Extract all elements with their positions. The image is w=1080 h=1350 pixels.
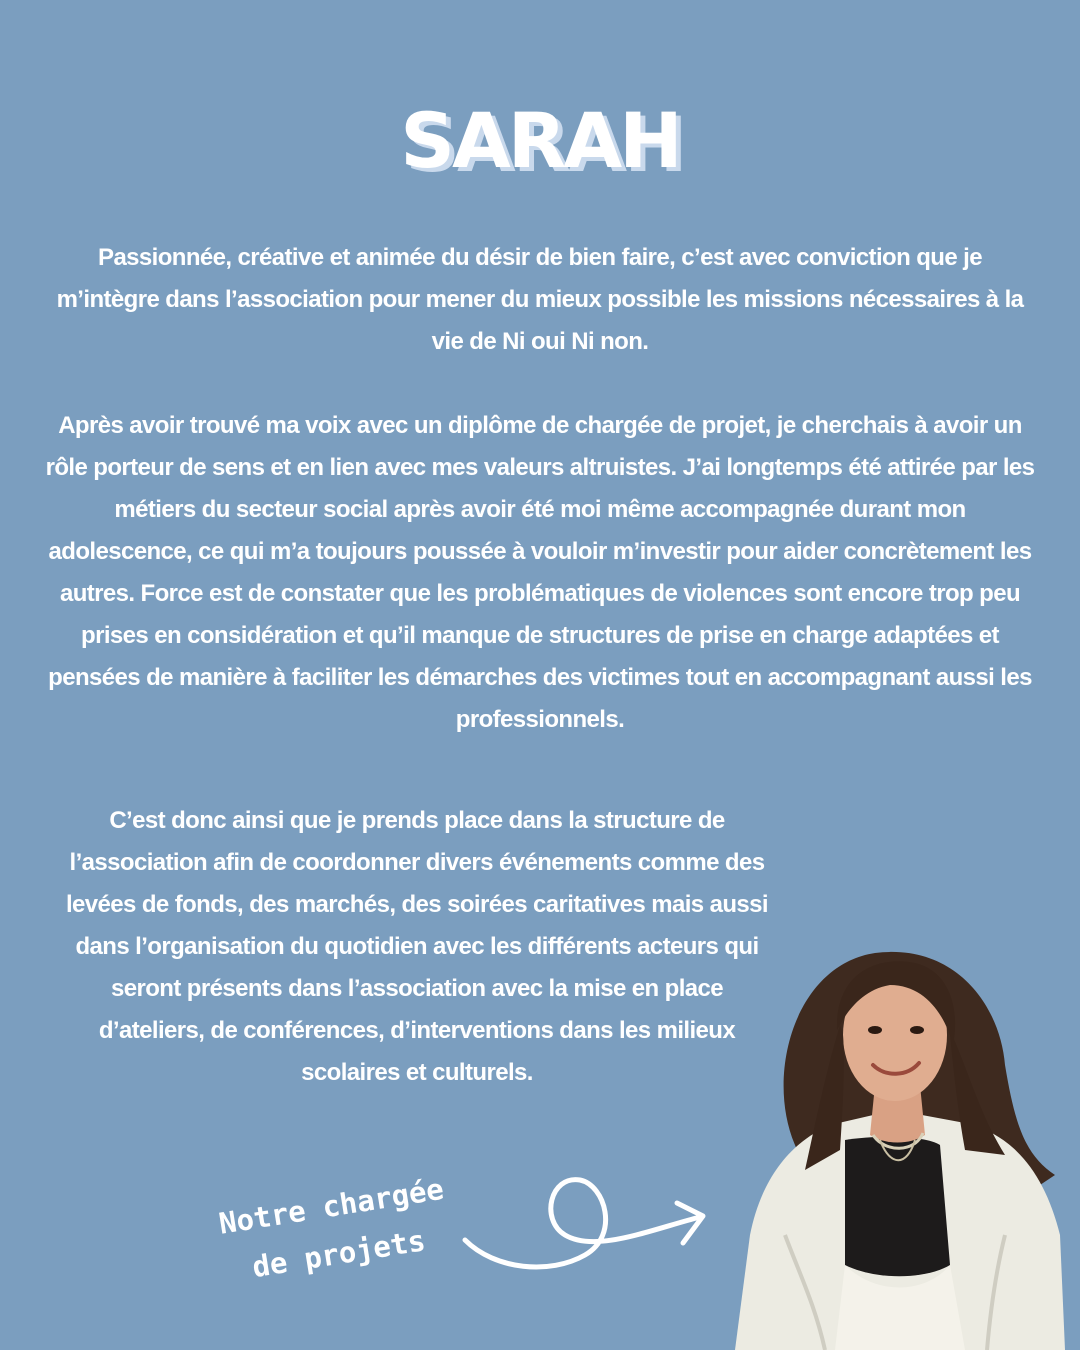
role-paragraph: C’est donc ainsi que je prends place dans la structure de l’association afin de coordonner divers événements comme des levées de fonds, des marchés, des soirées caritatives mais aussi dans l’organisation du quotidien avec les différents acteurs qui seront présents dans l’association avec la mise en place d’ateliers, de conférences, d’interventions dans les milieux scolaires et culturels. <box>65 807 768 1086</box>
intro-paragraph: Passionnée, créative et animée du désir de bien faire, c’est avec conviction que je m’intègre dans l’association pour mener du mieux possible les missions nécessaires à la vie de Ni oui Ni non. <box>56 244 1024 355</box>
background-paragraph: Après avoir trouvé ma voix avec un diplôme de chargée de projet, je cherchais à avoir un rôle porteur de sens et en lien avec mes valeurs altruistes. J’ai longtemps été attirée par les métiers du secteur social après avoir été moi même accompagnée durant mon adolescence, ce qui m’a toujours poussée à vouloir m’investir pour aider concrètement les autres. Force est de constater que les problématiques de violences sont encore trop peu prises en considération et qu’il manque de structures de prise en charge adaptées et pensées de manière à faciliter les démarches des victimes tout en accompagnant aussi les professionnels. <box>45 412 1035 733</box>
caption-line-2: de projets <box>249 1223 428 1285</box>
caption-line-1: Notre chargée <box>216 1171 446 1241</box>
portrait-photo <box>725 935 1080 1350</box>
page-title: SARAH <box>400 96 680 185</box>
photo-caption <box>204 1163 466 1297</box>
curly-arrow-icon <box>455 1165 715 1280</box>
